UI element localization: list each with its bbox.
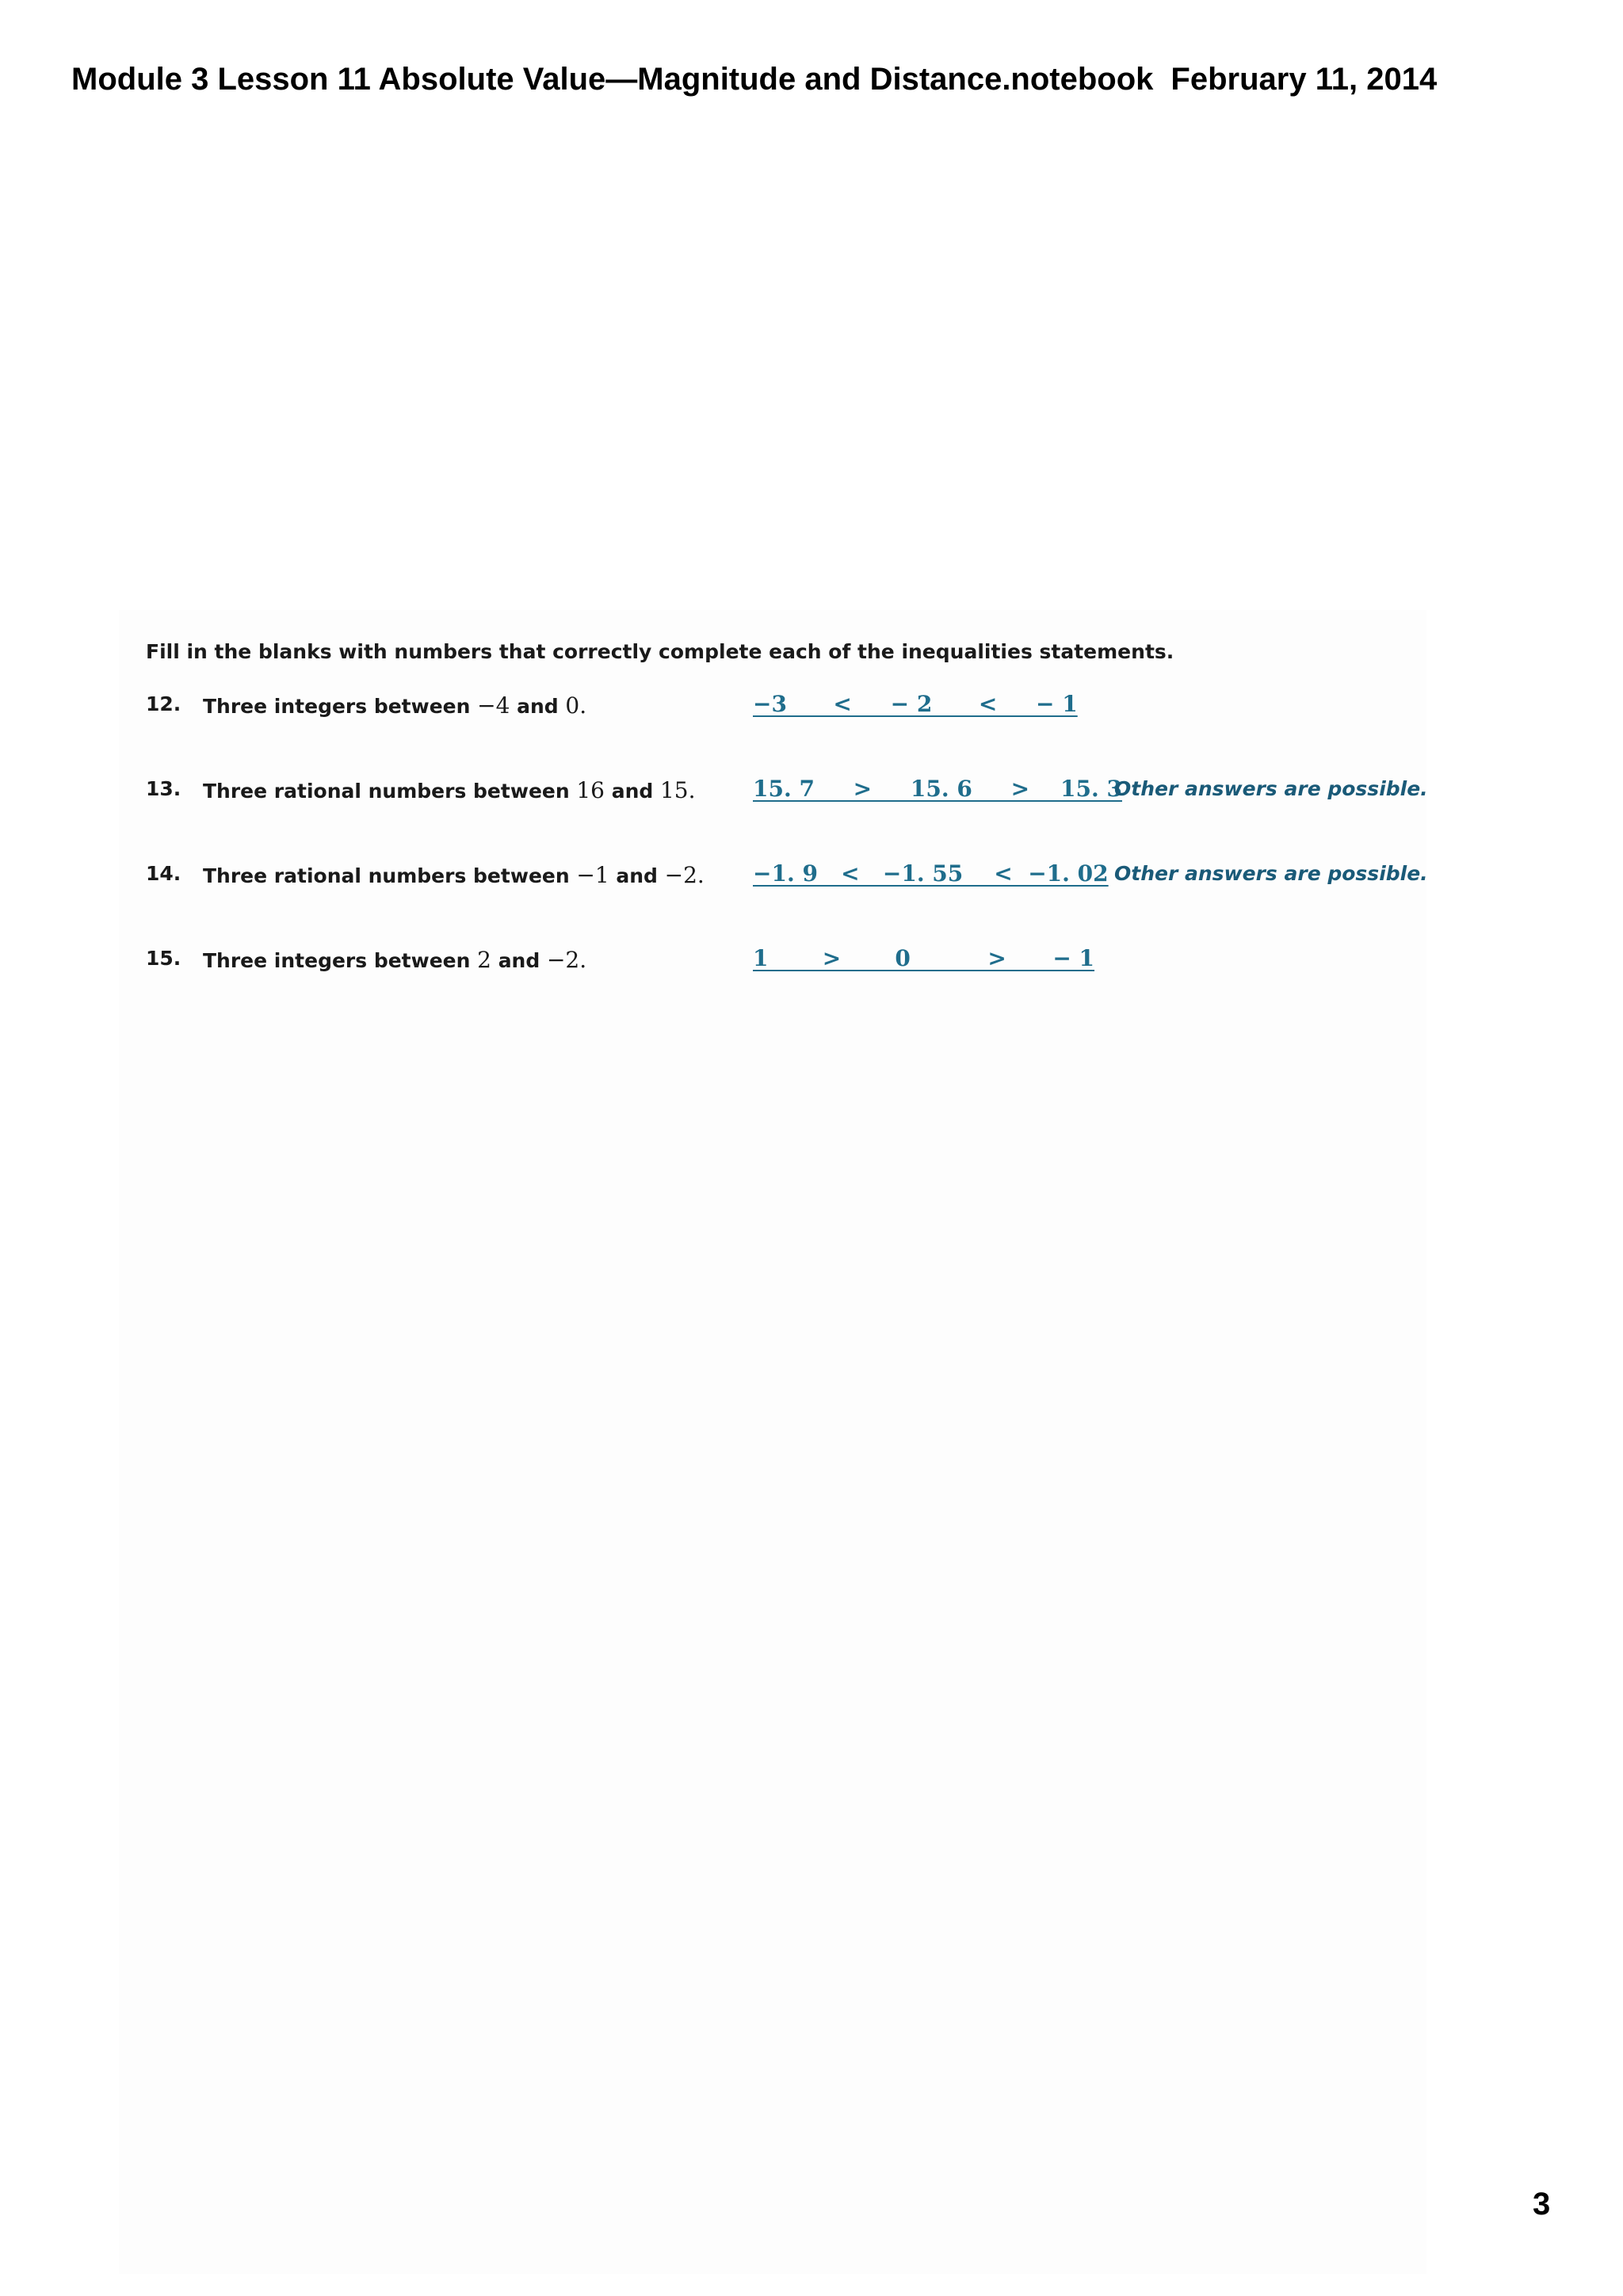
problem-number: 12.: [146, 692, 181, 715]
content-area: [119, 610, 1426, 2274]
problem-text: Three rational numbers between −1 and −2.: [203, 862, 705, 888]
answer-note: Other answers are possible.: [1114, 777, 1428, 800]
problem-text: Three rational numbers between 16 and 15.: [203, 777, 696, 803]
page-header: [71, 62, 1437, 97]
problem-number: 14.: [146, 862, 181, 885]
problem-15: [146, 947, 1445, 978]
answer-note: Other answers are possible.: [1114, 862, 1428, 885]
instructions-text: Fill in the blanks with numbers that correctly complete each of the inequalities statements.: [146, 640, 1174, 663]
problem-12: [146, 692, 1445, 724]
page-number: 3: [1533, 2187, 1551, 2222]
problem-text: Three integers between 2 and −2.: [203, 947, 587, 973]
problem-text: Three integers between −4 and 0.: [203, 692, 587, 719]
notebook-title: Module 3 Lesson 11 Absolute Value—Magnitude and Distance.notebook: [71, 62, 1154, 97]
answer-line: −3 < − 2 < − 1: [753, 691, 1078, 717]
problem-13: [146, 777, 1445, 809]
problem-number: 15.: [146, 947, 181, 970]
problem-number: 13.: [146, 777, 181, 800]
notebook-date: February 11, 2014: [1170, 62, 1438, 97]
answer-line: 15. 7 > 15. 6 > 15. 3: [753, 776, 1122, 802]
answer-line: 1 > 0 > − 1: [753, 945, 1095, 971]
problem-14: [146, 862, 1445, 894]
answer-line: −1. 9 < −1. 55 < −1. 02: [753, 860, 1109, 887]
